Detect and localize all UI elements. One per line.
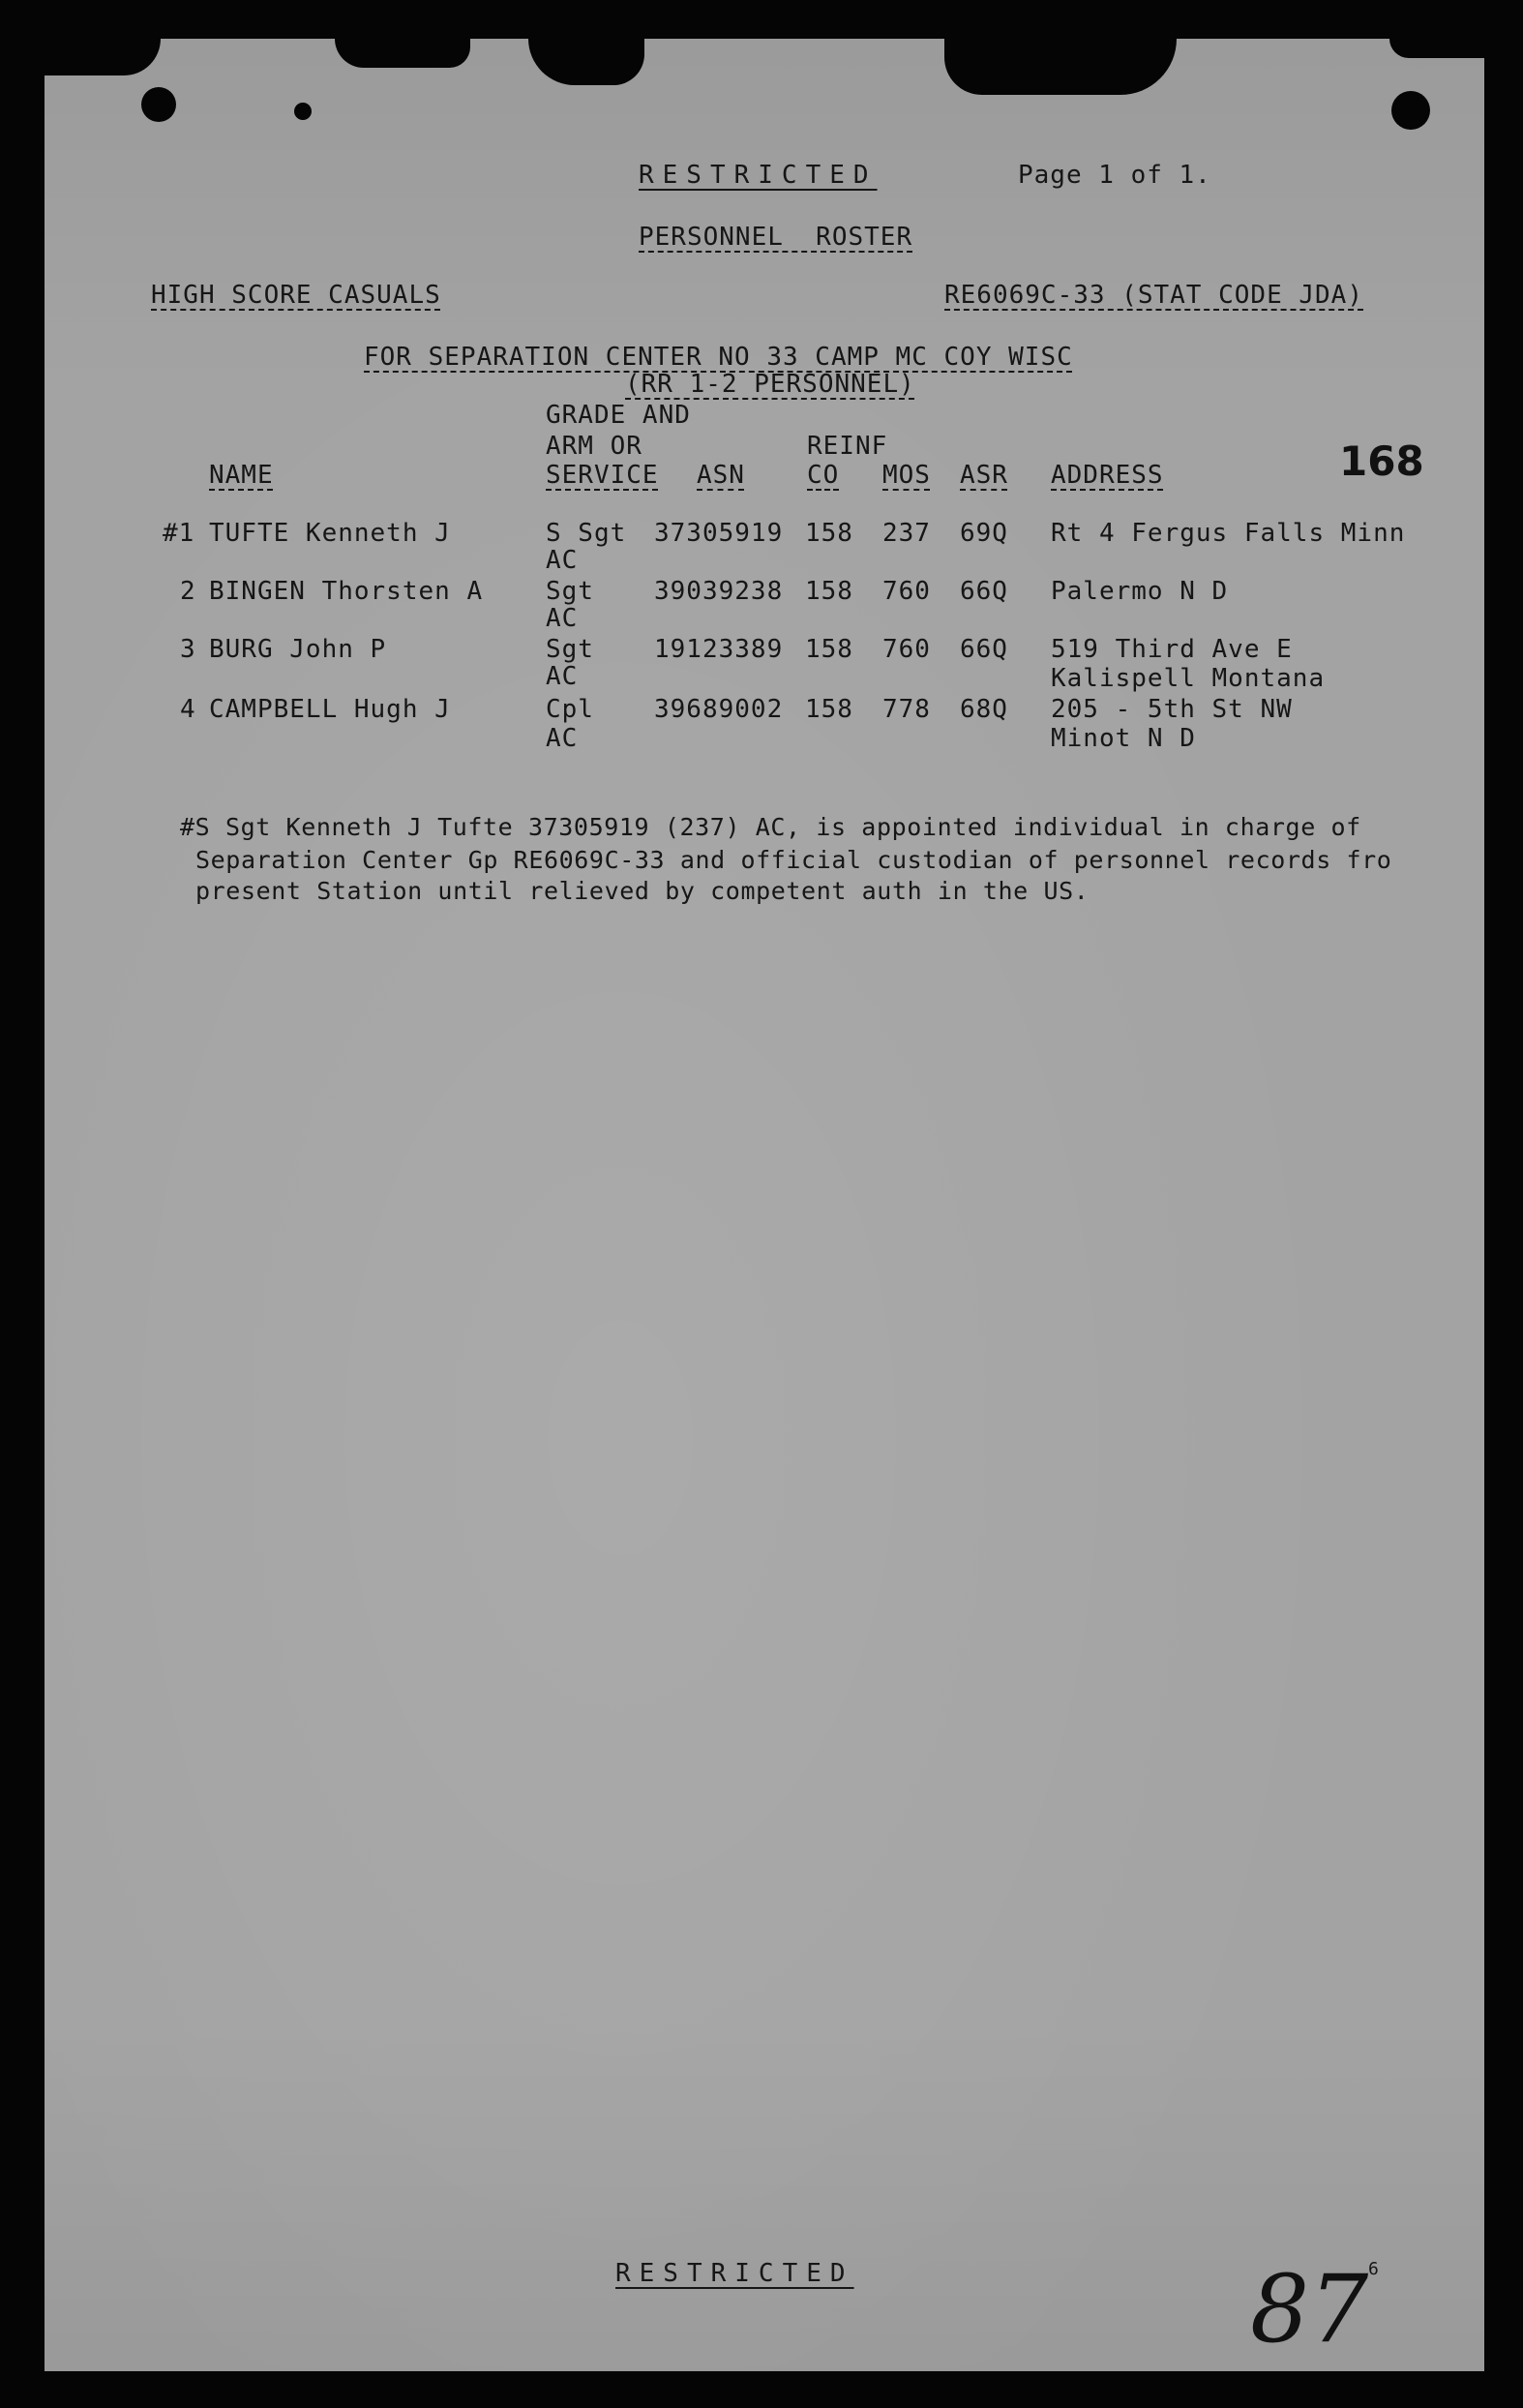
torn-edge <box>45 39 161 75</box>
row-co: 158 <box>805 519 853 548</box>
col-grade-line2: ARM OR <box>546 432 642 461</box>
row-address: 205 - 5th St NW <box>1051 695 1293 724</box>
row-asn: 37305919 <box>654 519 784 548</box>
row-address-line2: Kalispell Montana <box>1051 664 1326 693</box>
row-co: 158 <box>805 635 853 664</box>
col-name: NAME <box>209 461 274 490</box>
stat-code: RE6069C-33 (STAT CODE JDA) <box>944 281 1363 310</box>
col-co: CO <box>807 461 840 490</box>
unit-title: HIGH SCORE CASUALS <box>151 281 441 310</box>
roster-document <box>45 39 1484 2371</box>
row-asn: 39039238 <box>654 577 784 606</box>
stamp-number: 168 <box>1339 437 1424 485</box>
col-grade-line1: GRADE AND <box>546 401 691 430</box>
col-address: ADDRESS <box>1051 461 1164 490</box>
punch-hole <box>141 87 176 122</box>
row-co: 158 <box>805 695 853 724</box>
handwritten-number: 87 <box>1250 2255 1369 2363</box>
row-number: 3 <box>180 635 196 664</box>
row-number: 2 <box>180 577 196 606</box>
col-grade-line3: SERVICE <box>546 461 659 490</box>
row-grade: Cpl <box>546 695 594 724</box>
destination: FOR SEPARATION CENTER NO 33 CAMP MC COY WISC <box>364 343 1073 372</box>
footer-restricted: RESTRICTED <box>615 2259 854 2288</box>
row-grade: Sgt <box>546 577 594 606</box>
col-mos: MOS <box>882 461 931 490</box>
note-line2: Separation Center Gp RE6069C-33 and official custodian of personnel records fro <box>195 846 1392 874</box>
row-name: BURG John P <box>209 635 387 664</box>
row-arm: AC <box>546 724 579 753</box>
note-line1: #S Sgt Kenneth J Tufte 37305919 (237) AC, is appointed individual in charge of <box>180 813 1361 841</box>
row-address-line2: Minot N D <box>1051 724 1196 753</box>
row-address: Rt 4 Fergus Falls Minn <box>1051 519 1406 548</box>
row-mos: 760 <box>882 577 931 606</box>
note-line3: present Station until relieved by competent auth in the US. <box>195 877 1090 905</box>
row-arm: AC <box>546 604 579 633</box>
torn-edge <box>1389 39 1484 58</box>
row-arm: AC <box>546 662 579 691</box>
roster-title: PERSONNEL ROSTER <box>639 223 913 252</box>
handwritten-mark: 6 <box>1368 2259 1380 2279</box>
row-mos: 760 <box>882 635 931 664</box>
row-asn: 39689002 <box>654 695 784 724</box>
header-restricted: RESTRICTED <box>639 161 878 190</box>
row-name: TUFTE Kenneth J <box>209 519 451 548</box>
row-asn: 19123389 <box>654 635 784 664</box>
col-reinf-line1: REINF <box>807 432 888 461</box>
personnel-category: (RR 1-2 PERSONNEL) <box>625 370 915 399</box>
row-mos: 237 <box>882 519 931 548</box>
punch-hole <box>1391 91 1430 130</box>
row-asr: 69Q <box>960 519 1008 548</box>
punch-hole <box>294 103 312 120</box>
row-mos: 778 <box>882 695 931 724</box>
row-name: BINGEN Thorsten A <box>209 577 484 606</box>
row-grade: Sgt <box>546 635 594 664</box>
row-address: 519 Third Ave E <box>1051 635 1293 664</box>
row-number: #1 <box>163 519 195 548</box>
row-grade: S Sgt <box>546 519 627 548</box>
col-asn: ASN <box>697 461 745 490</box>
row-arm: AC <box>546 546 579 575</box>
page-indicator: Page 1 of 1. <box>1018 161 1211 190</box>
torn-edge <box>335 39 470 68</box>
row-asr: 66Q <box>960 635 1008 664</box>
row-co: 158 <box>805 577 853 606</box>
row-number: 4 <box>180 695 196 724</box>
row-address: Palermo N D <box>1051 577 1229 606</box>
row-name: CAMPBELL Hugh J <box>209 695 451 724</box>
row-asr: 68Q <box>960 695 1008 724</box>
col-asr: ASR <box>960 461 1008 490</box>
torn-edge <box>528 39 644 85</box>
torn-edge <box>944 39 1177 95</box>
row-asr: 66Q <box>960 577 1008 606</box>
